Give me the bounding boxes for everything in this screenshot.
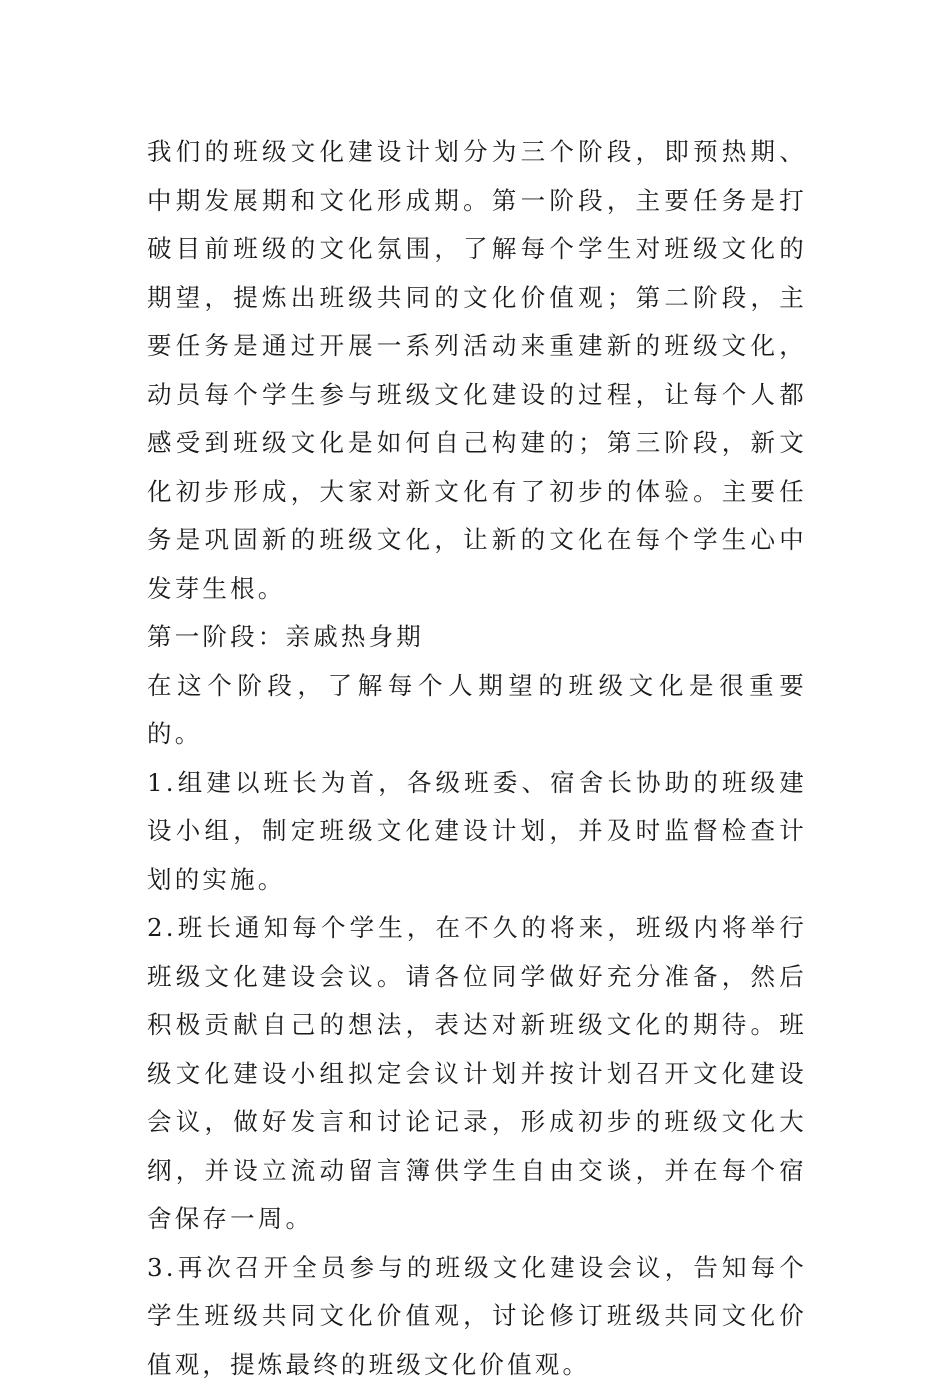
list-item-2: 2.班长通知每个学生，在不久的将来，班级内将举行班级文化建设会议。请各位同学做好充分准备，然后积极贡献自己的想法，表达对新班级文化的期待。班级文化建设小组拟定会议计划并按计划召开文化建设会议，做好发言和讨论记录，形成初步的班级文化大纲，并设立流动留言簿供学生自由交谈，并在每个宿舍保存一周。: [147, 904, 807, 1244]
list-item-3: 3.再次召开全员参与的班级文化建设会议，告知每个学生班级共同文化价值观，讨论修订班级共同文化价值观，提炼最终的班级文化价值观。: [147, 1244, 807, 1389]
stage-one-intro: 在这个阶段，了解每个人期望的班级文化是很重要的。: [147, 662, 807, 759]
list-item-1: 1.组建以班长为首，各级班委、宿舍长协助的班级建设小组，制定班级文化建设计划，并及时监督检查计划的实施。: [147, 759, 807, 905]
stage-one-heading: 第一阶段：亲戚热身期: [147, 613, 807, 662]
intro-paragraph: 我们的班级文化建设计划分为三个阶段，即预热期、中期发展期和文化形成期。第一阶段，主要任务是打破目前班级的文化氛围，了解每个学生对班级文化的期望，提炼出班级共同的文化价值观；第二阶段，主要任务是通过开展一系列活动来重建新的班级文化，动员每个学生参与班级文化建设的过程，让每个人都感受到班级文化是如何自己构建的；第三阶段，新文化初步形成，大家对新文化有了初步的体验。主要任务是巩固新的班级文化，让新的文化在每个学生心中发芽生根。: [147, 128, 807, 613]
document-body: [147, 128, 807, 1389]
